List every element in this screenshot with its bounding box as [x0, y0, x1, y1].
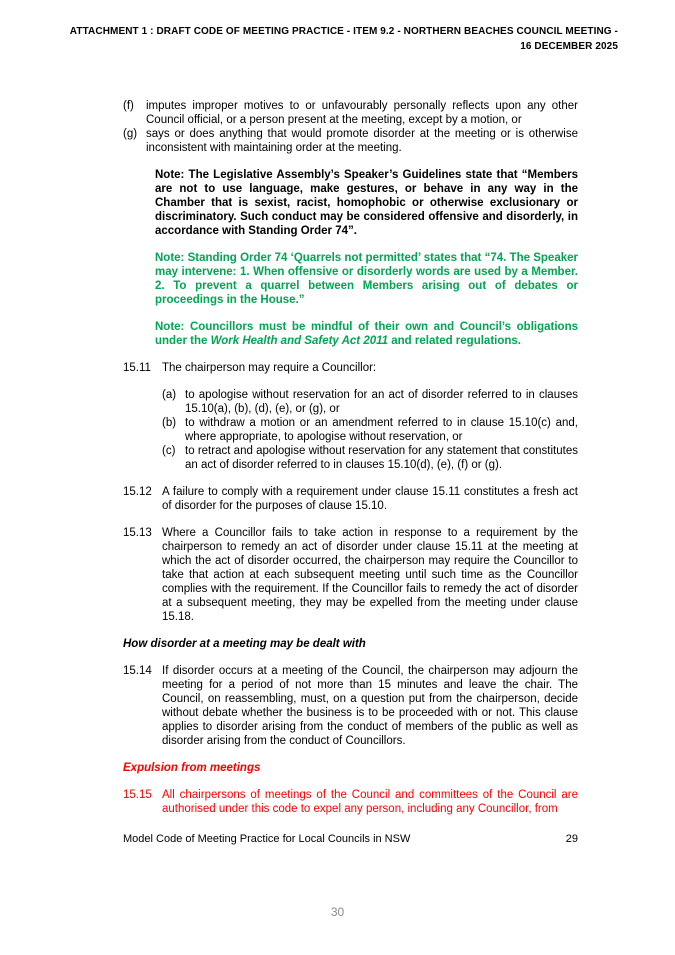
- clause-number: 15.14: [123, 665, 152, 677]
- section-heading-disorder: How disorder at a meeting may be dealt with: [123, 638, 366, 650]
- footer-page-number: 29: [565, 833, 578, 845]
- note-standing-order-74: Note: Standing Order 74 ‘Quarrels not permitted’ states that “74. The Speaker may intervene: 1. When offensive or disorderly words are used by a Member. 2. To prevent a quarrel between Members arising out of debates or proceedings in the House.”: [155, 252, 578, 306]
- clause-15-15: [123, 788, 578, 816]
- clause-number: 15.15: [123, 789, 152, 801]
- clause-number: 15.11: [123, 362, 151, 374]
- footer-document-title: Model Code of Meeting Practice for Local Councils in NSW: [123, 833, 411, 845]
- list-item-c: [162, 444, 578, 472]
- document-footer: [123, 833, 578, 845]
- clause-number: 15.12: [123, 486, 152, 498]
- page-header: [40, 25, 618, 54]
- clause-text: If disorder occurs at a meeting of the Council, the chairperson may adjourn the meeting for a period of not more than 15 minutes and leave the chair. The Council, on reassembling, must, on a question put from the chairperson, decide without debate whether the business is to be proceeded with or not. This clause applies to disorder arising from the conduct of members of the public as well as disorder arising from the conduct of Councillors.: [162, 665, 578, 747]
- list-item-a: [162, 388, 578, 416]
- list-item-marker: (b): [162, 417, 177, 429]
- list-item-f: [123, 99, 578, 127]
- list-item-text: to withdraw a motion or an amendment referred to in clause 15.10(c) and, where appropriate, to apologise without reservation, or: [185, 417, 578, 443]
- list-item-marker: (a): [162, 389, 177, 401]
- clause-15-11-items: [162, 388, 578, 472]
- note-speaker-guidelines: Note: The Legislative Assembly’s Speaker’s Guidelines state that “Members are not to use language, make gestures, or behave in any way in the Chamber that is sexist, racist, homophobic or otherwise exclusionary or discriminatory. Such conduct may be considered offensive and disorderly, in accordance with Standing Order 74”.: [155, 169, 578, 237]
- list-f-g: [123, 99, 578, 155]
- note-whs-obligations: [155, 320, 578, 348]
- clause-15-12: [123, 485, 578, 513]
- list-item-text: to retract and apologise without reservation for any statement that constitutes an act of disorder referred to in clauses 15.10(d), (e), (f) or (g).: [185, 445, 578, 471]
- note-whs-text-before: Note: Councillors must be mindful of their own and Council’s obligations under the: [155, 321, 578, 347]
- clause-15-11: [123, 361, 578, 375]
- outer-page-number: 30: [330, 905, 345, 919]
- note-whs-act-title: Work Health and Safety Act 2011: [210, 335, 389, 347]
- document-body: [123, 99, 578, 829]
- clause-15-13: [123, 526, 578, 624]
- list-item-g: [123, 127, 578, 155]
- clause-text: Where a Councillor fails to take action in response to a requirement by the chairperson to remedy an act of disorder under clause 15.11 at the meeting at which the act of disorder occurred, the chairperson may require the Councillor to take that action at each subsequent meeting until such time as the Councillor complies with the requirement. If the Councillor fails to remedy the act of disorder at a subsequent meeting, they may be expelled from the meeting under clause 15.18.: [162, 527, 578, 623]
- list-item-text: imputes improper motives to or unfavourably personally reflects upon any other Council official, or a person present at the meeting, except by a motion, or: [146, 100, 578, 126]
- clause-text: All chairpersons of meetings of the Council and committees of the Council are authorised under this code to expel any person, including any Councillor, from: [162, 789, 578, 815]
- clause-number: 15.13: [123, 527, 152, 539]
- list-item-marker: (g): [123, 128, 138, 140]
- note-whs-text-after: and related regulations.: [388, 335, 521, 347]
- clause-text: A failure to comply with a requirement under clause 15.11 constitutes a fresh act of disorder for the purposes of clause 15.10.: [162, 486, 578, 512]
- list-item-text: to apologise without reservation for an act of disorder referred to in clauses 15.10(a), (b), (d), (e), or (g), or: [185, 389, 578, 415]
- header-meeting-date: 16 DECEMBER 2025: [520, 40, 618, 52]
- list-item-b: [162, 416, 578, 444]
- list-item-marker: (c): [162, 445, 176, 457]
- clause-15-14: [123, 664, 578, 748]
- section-heading-expulsion: Expulsion from meetings: [123, 762, 261, 774]
- list-item-text: says or does anything that would promote disorder at the meeting or is otherwise inconsistent with maintaining order at the meeting.: [146, 128, 578, 154]
- header-attachment-title: ATTACHMENT 1 : DRAFT CODE OF MEETING PRACTICE - ITEM 9.2 - NORTHERN BEACHES COUNCIL MEETING -: [69, 26, 618, 37]
- clause-text: The chairperson may require a Councillor:: [162, 362, 377, 374]
- list-item-marker: (f): [123, 100, 134, 112]
